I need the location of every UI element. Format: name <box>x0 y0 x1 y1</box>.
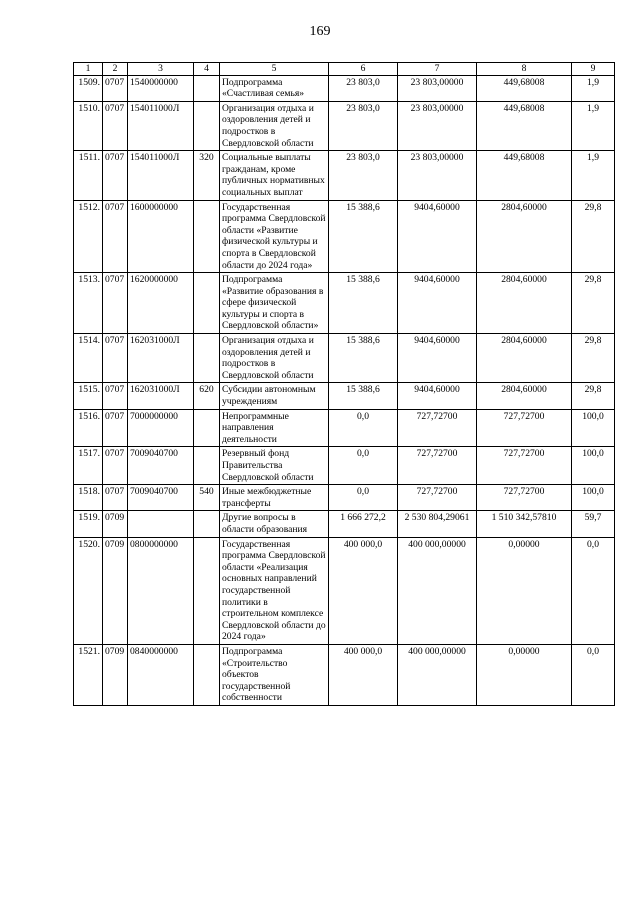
table-row <box>74 151 615 200</box>
column-header: 4 <box>194 63 220 76</box>
item-name-cell: Иные межбюджетные трансферты <box>220 485 329 511</box>
value-executed-cell: 449,68008 <box>477 75 572 101</box>
column-header: 9 <box>572 63 615 76</box>
target-code-cell: 1540000000 <box>128 75 194 101</box>
value-approved-cell: 15 388,6 <box>329 383 398 409</box>
value-executed-cell: 727,72700 <box>477 409 572 447</box>
percent-executed-cell: 1,9 <box>572 101 615 150</box>
item-name-cell: Государственная программа Свердловской области «Реализация основных направлений государственной политики в строительном комплексе Свердловской области до 2024 года» <box>220 537 329 644</box>
value-updated-cell: 23 803,00000 <box>398 101 477 150</box>
item-name-cell: Подпрограмма «Счастливая семья» <box>220 75 329 101</box>
value-updated-cell: 727,72700 <box>398 485 477 511</box>
percent-executed-cell: 29,8 <box>572 273 615 334</box>
expense-type-cell <box>194 447 220 485</box>
value-updated-cell: 9404,60000 <box>398 200 477 273</box>
value-executed-cell: 2804,60000 <box>477 383 572 409</box>
target-code-cell: 7009040700 <box>128 485 194 511</box>
section-code-cell: 0707 <box>103 75 128 101</box>
expense-type-cell <box>194 409 220 447</box>
percent-executed-cell: 29,8 <box>572 200 615 273</box>
value-updated-cell: 9404,60000 <box>398 383 477 409</box>
value-approved-cell: 1 666 272,2 <box>329 511 398 537</box>
value-approved-cell: 0,0 <box>329 485 398 511</box>
row-number-cell: 1509. <box>74 75 103 101</box>
expense-type-cell <box>194 101 220 150</box>
row-number-cell: 1517. <box>74 447 103 485</box>
row-number-cell: 1513. <box>74 273 103 334</box>
target-code-cell: 7000000000 <box>128 409 194 447</box>
item-name-cell: Подпрограмма «Строительство объектов государственной собственности <box>220 644 329 705</box>
section-code-cell: 0707 <box>103 101 128 150</box>
target-code-cell: 1620000000 <box>128 273 194 334</box>
value-updated-cell: 23 803,00000 <box>398 151 477 200</box>
value-approved-cell: 400 000,0 <box>329 644 398 705</box>
value-updated-cell: 727,72700 <box>398 447 477 485</box>
table-row <box>74 511 615 537</box>
item-name-cell: Подпрограмма «Развитие образования в сфере физической культуры и спорта в Свердловской области» <box>220 273 329 334</box>
percent-executed-cell: 0,0 <box>572 537 615 644</box>
target-code-cell: 0800000000 <box>128 537 194 644</box>
column-header: 3 <box>128 63 194 76</box>
row-number-cell: 1512. <box>74 200 103 273</box>
item-name-cell: Организация отдыха и оздоровления детей и подростков в Свердловской области <box>220 101 329 150</box>
page-number: 169 <box>309 24 331 39</box>
table-row <box>74 644 615 705</box>
section-code-cell: 0707 <box>103 334 128 383</box>
value-approved-cell: 15 388,6 <box>329 200 398 273</box>
percent-executed-cell: 100,0 <box>572 447 615 485</box>
value-executed-cell: 727,72700 <box>477 485 572 511</box>
row-number-cell: 1518. <box>74 485 103 511</box>
row-number-cell: 1520. <box>74 537 103 644</box>
target-code-cell: 1600000000 <box>128 200 194 273</box>
target-code-cell: 154011000Л <box>128 101 194 150</box>
percent-executed-cell: 29,8 <box>572 383 615 409</box>
section-code-cell: 0707 <box>103 447 128 485</box>
value-updated-cell: 9404,60000 <box>398 334 477 383</box>
expense-type-cell <box>194 273 220 334</box>
value-executed-cell: 727,72700 <box>477 447 572 485</box>
value-approved-cell: 15 388,6 <box>329 334 398 383</box>
table-row <box>74 273 615 334</box>
expense-type-cell <box>194 75 220 101</box>
value-approved-cell: 23 803,0 <box>329 75 398 101</box>
column-header: 7 <box>398 63 477 76</box>
target-code-cell <box>128 511 194 537</box>
table-row <box>74 101 615 150</box>
expense-type-cell: 540 <box>194 485 220 511</box>
expense-type-cell <box>194 537 220 644</box>
value-updated-cell: 23 803,00000 <box>398 75 477 101</box>
table-row <box>74 447 615 485</box>
percent-executed-cell: 59,7 <box>572 511 615 537</box>
value-executed-cell: 449,68008 <box>477 101 572 150</box>
row-number-cell: 1521. <box>74 644 103 705</box>
section-code-cell: 0707 <box>103 273 128 334</box>
percent-executed-cell: 0,0 <box>572 644 615 705</box>
value-updated-cell: 727,72700 <box>398 409 477 447</box>
item-name-cell: Резервный фонд Правительства Свердловской области <box>220 447 329 485</box>
target-code-cell: 162031000Л <box>128 383 194 409</box>
table-row <box>74 537 615 644</box>
target-code-cell: 162031000Л <box>128 334 194 383</box>
expense-type-cell <box>194 644 220 705</box>
value-approved-cell: 400 000,0 <box>329 537 398 644</box>
section-code-cell: 0707 <box>103 409 128 447</box>
value-executed-cell: 449,68008 <box>477 151 572 200</box>
value-approved-cell: 0,0 <box>329 447 398 485</box>
item-name-cell: Организация отдыха и оздоровления детей и подростков в Свердловской области <box>220 334 329 383</box>
row-number-cell: 1514. <box>74 334 103 383</box>
section-code-cell: 0707 <box>103 485 128 511</box>
table-row <box>74 383 615 409</box>
value-executed-cell: 0,00000 <box>477 644 572 705</box>
section-code-cell: 0707 <box>103 151 128 200</box>
table-row <box>74 409 615 447</box>
section-code-cell: 0709 <box>103 511 128 537</box>
column-header: 6 <box>329 63 398 76</box>
column-header: 8 <box>477 63 572 76</box>
value-executed-cell: 0,00000 <box>477 537 572 644</box>
column-header: 5 <box>220 63 329 76</box>
expense-type-cell: 320 <box>194 151 220 200</box>
budget-table <box>73 62 615 706</box>
value-updated-cell: 2 530 804,29061 <box>398 511 477 537</box>
expense-type-cell <box>194 334 220 383</box>
section-code-cell: 0707 <box>103 383 128 409</box>
value-approved-cell: 0,0 <box>329 409 398 447</box>
row-number-cell: 1511. <box>74 151 103 200</box>
percent-executed-cell: 1,9 <box>572 151 615 200</box>
percent-executed-cell: 100,0 <box>572 485 615 511</box>
section-code-cell: 0709 <box>103 644 128 705</box>
value-executed-cell: 2804,60000 <box>477 200 572 273</box>
target-code-cell: 7009040700 <box>128 447 194 485</box>
row-number-cell: 1510. <box>74 101 103 150</box>
target-code-cell: 154011000Л <box>128 151 194 200</box>
value-approved-cell: 23 803,0 <box>329 101 398 150</box>
expense-type-cell <box>194 511 220 537</box>
item-name-cell: Другие вопросы в области образования <box>220 511 329 537</box>
row-number-cell: 1516. <box>74 409 103 447</box>
value-executed-cell: 1 510 342,57810 <box>477 511 572 537</box>
item-name-cell: Социальные выплаты гражданам, кроме публичных нормативных социальных выплат <box>220 151 329 200</box>
table-header-row <box>74 63 615 76</box>
table-row <box>74 200 615 273</box>
table-row <box>74 75 615 101</box>
value-executed-cell: 2804,60000 <box>477 273 572 334</box>
percent-executed-cell: 100,0 <box>572 409 615 447</box>
column-header: 2 <box>103 63 128 76</box>
value-updated-cell: 400 000,00000 <box>398 537 477 644</box>
table-row <box>74 334 615 383</box>
value-approved-cell: 15 388,6 <box>329 273 398 334</box>
value-executed-cell: 2804,60000 <box>477 334 572 383</box>
item-name-cell: Непрограммные направления деятельности <box>220 409 329 447</box>
target-code-cell: 0840000000 <box>128 644 194 705</box>
percent-executed-cell: 29,8 <box>572 334 615 383</box>
expense-type-cell: 620 <box>194 383 220 409</box>
percent-executed-cell: 1,9 <box>572 75 615 101</box>
item-name-cell: Субсидии автономным учреждениям <box>220 383 329 409</box>
row-number-cell: 1519. <box>74 511 103 537</box>
item-name-cell: Государственная программа Свердловской области «Развитие физической культуры и спорта в Свердловской области до 2024 года» <box>220 200 329 273</box>
value-updated-cell: 9404,60000 <box>398 273 477 334</box>
value-approved-cell: 23 803,0 <box>329 151 398 200</box>
row-number-cell: 1515. <box>74 383 103 409</box>
value-updated-cell: 400 000,00000 <box>398 644 477 705</box>
column-header: 1 <box>74 63 103 76</box>
table-row <box>74 485 615 511</box>
section-code-cell: 0707 <box>103 200 128 273</box>
section-code-cell: 0709 <box>103 537 128 644</box>
expense-type-cell <box>194 200 220 273</box>
